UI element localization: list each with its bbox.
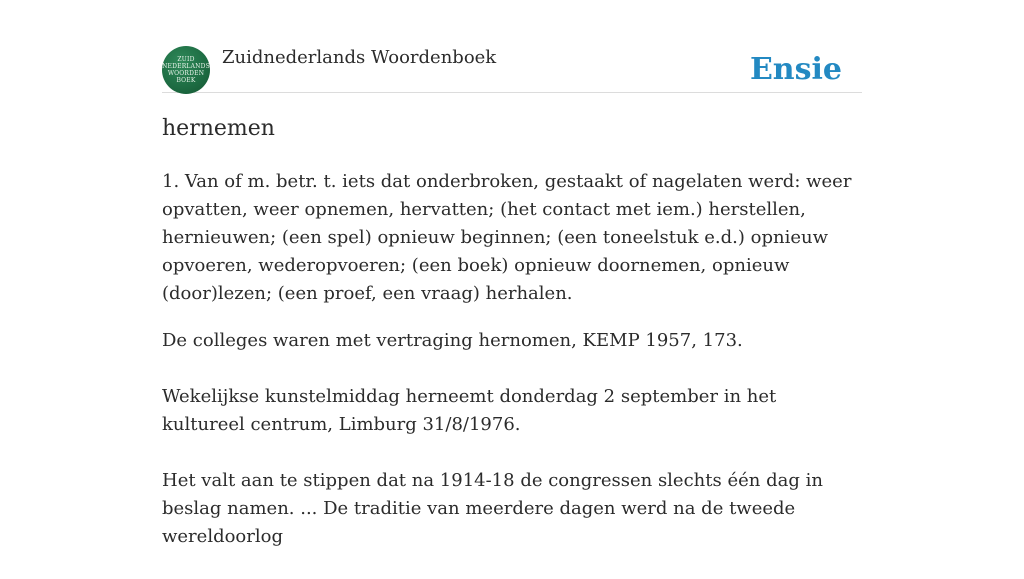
example-quote: Wekelijkse kunstelmiddag herneemt donderdag 2 september in het kultureel centrum, Limburg 31/8/1976.: [162, 386, 777, 435]
entry-headword: hernemen: [162, 116, 275, 141]
entry-definition: 1. Van of m. betr. t. iets dat onderbroken, gestaakt of nagelaten werd: weer opvatten, weer opnemen, hervatten; (het contact met iem.) herstellen, hernieuwen; (een spel) opnieuw beginnen; (een toneelstuk e.d.) opnieuw opvoeren, wederopvoeren; (een boek) opnieuw doornemen, opnieuw (door)lezen; (een proef, een vraag) herhalen.: [162, 171, 852, 304]
logo-line: BOEK: [176, 77, 196, 84]
example-quote: Het valt aan te stippen dat na 1914-18 de congressen slechts één dag in beslag namen. ... De traditie van meerdere dagen werd na de tweede wereldoorlog: [162, 470, 823, 547]
zuidnederlands-woordenboek-logo[interactable]: [162, 46, 210, 94]
dictionary-title-link[interactable]: Zuidnederlands Woordenboek: [222, 47, 497, 68]
site-header: [162, 46, 862, 93]
entry-content: [162, 168, 862, 579]
logo-line: ZUID: [177, 56, 195, 63]
logo-line: NEDERLANDS: [162, 63, 210, 70]
example-quote: De colleges waren met vertraging hernomen, KEMP 1957, 173.: [162, 330, 743, 351]
ensie-brand-link[interactable]: Ensie: [749, 52, 842, 87]
logo-line: WOORDEN: [167, 70, 205, 77]
